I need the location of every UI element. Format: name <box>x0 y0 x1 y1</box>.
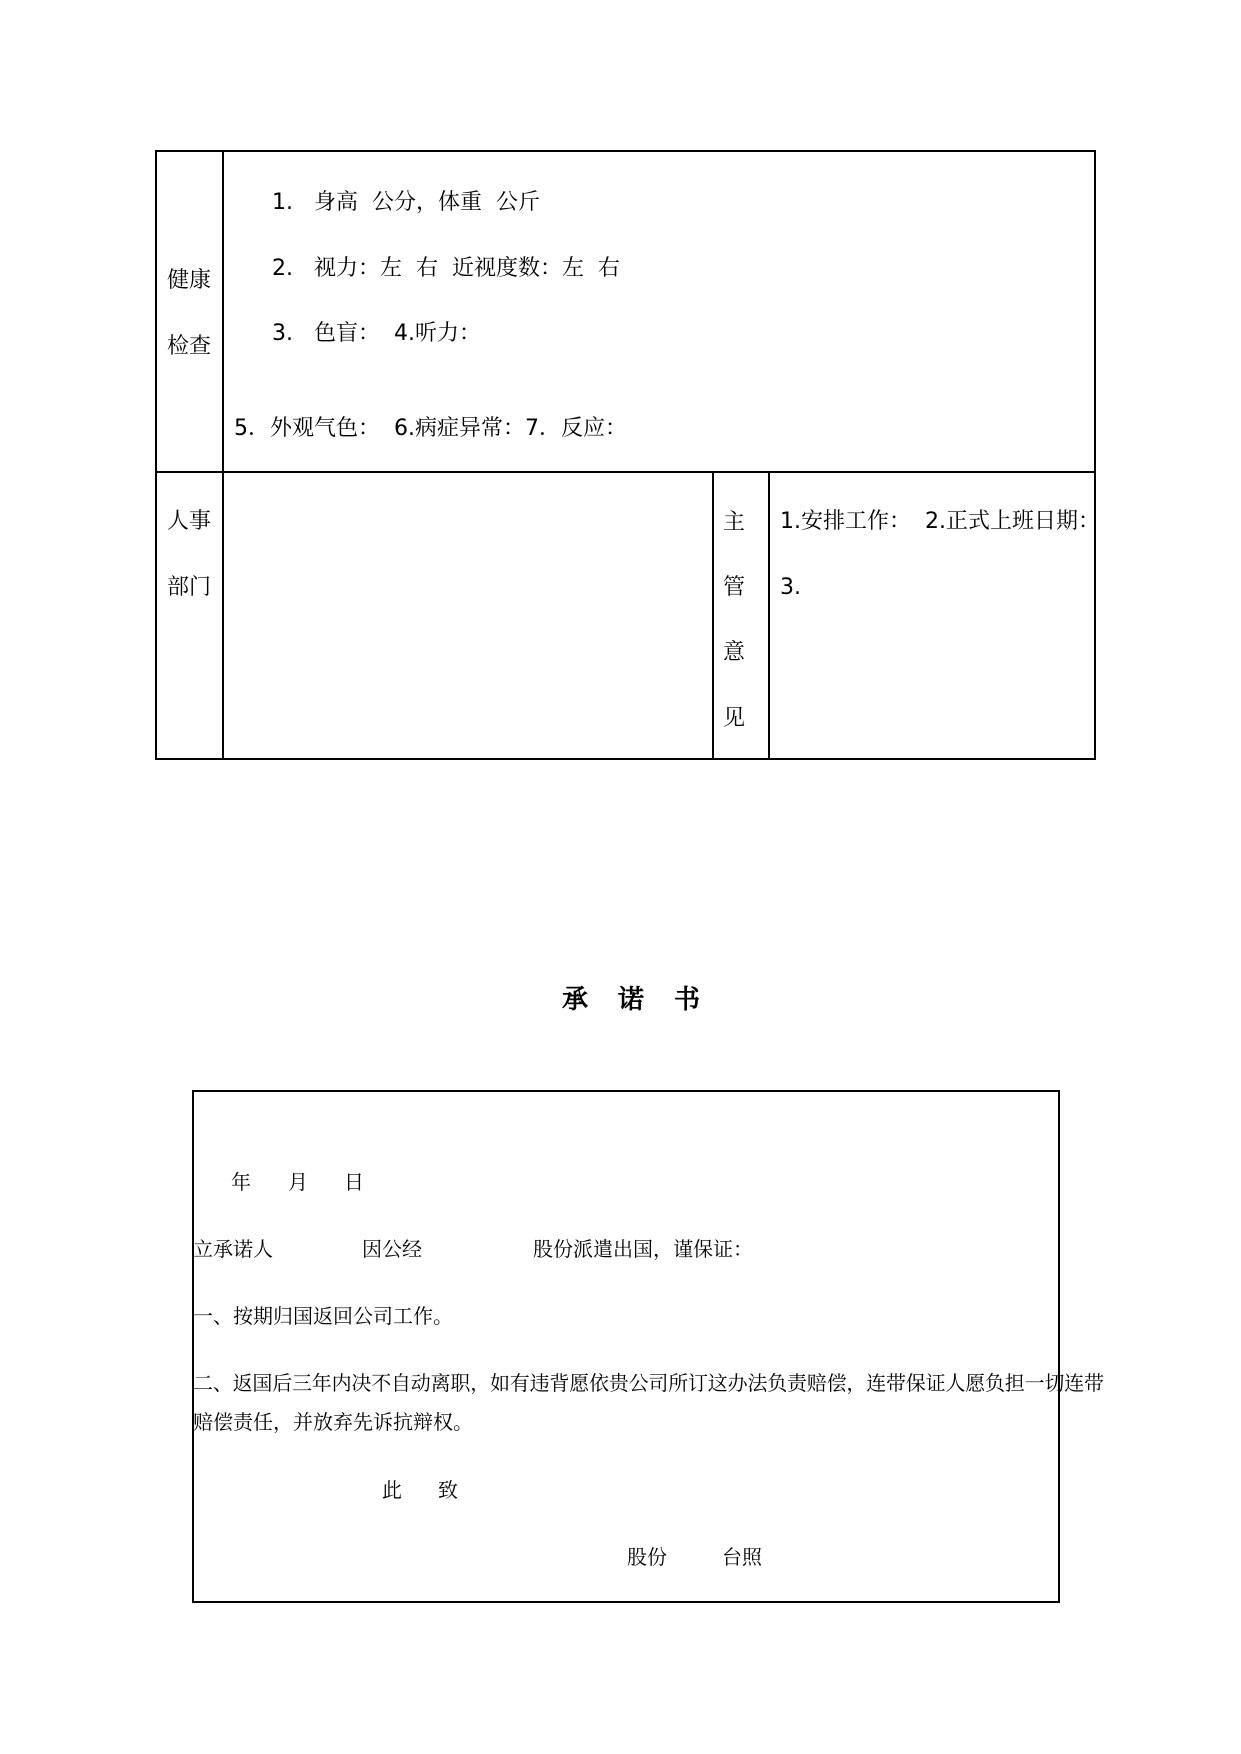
health-item-height-weight: 1. 身高 公分，体重 公斤 <box>272 190 540 215</box>
date-month: 月 <box>288 1170 308 1194</box>
hr-label-line1: 人事 <box>167 509 212 534</box>
supervisor-label-char-3: 意 <box>723 640 746 665</box>
health-label-line1: 健康 <box>167 268 212 293</box>
health-item-appearance: 5．外观气色： 6.病症异常：7．反应： <box>234 416 627 441</box>
table-border-mid <box>155 471 1096 473</box>
date-day: 日 <box>344 1170 364 1194</box>
pledge-border-right <box>1058 1090 1060 1603</box>
clause-2-line1: 二、返国后三年内决不自动离职，如有违背愿依贵公司所订这办法负责赔偿，连带保证人愿负担一切连带 <box>193 1371 1104 1395</box>
salutation-1: 此 <box>382 1478 402 1502</box>
pledge-border-top <box>192 1090 1060 1092</box>
pledger-label: 立承诺人 <box>193 1237 273 1261</box>
health-label-line2: 检查 <box>167 334 212 359</box>
hr-label-line2: 部门 <box>167 575 212 600</box>
supervisor-item-line1: 1.安排工作： 2.正式上班日期： <box>780 509 1100 534</box>
supervisor-label-char-1: 主 <box>723 510 746 535</box>
table-border-bottom <box>155 758 1096 760</box>
date-year: 年 <box>231 1170 251 1194</box>
pledge-title-char-2: 诺 <box>618 985 645 1015</box>
reason-label: 因公经 <box>362 1237 422 1261</box>
pledge-title-char-3: 书 <box>674 985 701 1015</box>
table-border-top <box>155 150 1096 152</box>
addressee-closing: 台照 <box>722 1545 762 1569</box>
health-item-vision: 2. 视力：左 右 近视度数：左 右 <box>272 256 620 281</box>
dispatch-text: 股份派遣出国，谨保证： <box>533 1237 753 1261</box>
supervisor-label-char-2: 管 <box>723 575 746 600</box>
table-divider-supervisor-left <box>712 471 714 760</box>
clause-1: 一、按期归国返回公司工作。 <box>193 1304 453 1328</box>
table-divider-label <box>222 150 224 760</box>
health-item-colorblind-hearing: 3. 色盲： 4.听力： <box>272 321 481 346</box>
addressee-company: 股份 <box>627 1545 667 1569</box>
pledge-border-bottom <box>192 1601 1060 1603</box>
pledge-title <box>562 979 700 1016</box>
table-border-left <box>155 150 157 760</box>
pledge-title-char-1: 承 <box>562 985 589 1015</box>
clause-2-line2: 赔偿责任，并放弃先诉抗辩权。 <box>193 1410 473 1434</box>
salutation-2: 致 <box>438 1478 458 1502</box>
table-border-right <box>1094 150 1096 760</box>
supervisor-label-char-4: 见 <box>723 706 746 731</box>
supervisor-item-line2: 3. <box>780 575 801 600</box>
pledge-border-left <box>192 1090 194 1603</box>
table-divider-supervisor-right <box>768 471 770 760</box>
